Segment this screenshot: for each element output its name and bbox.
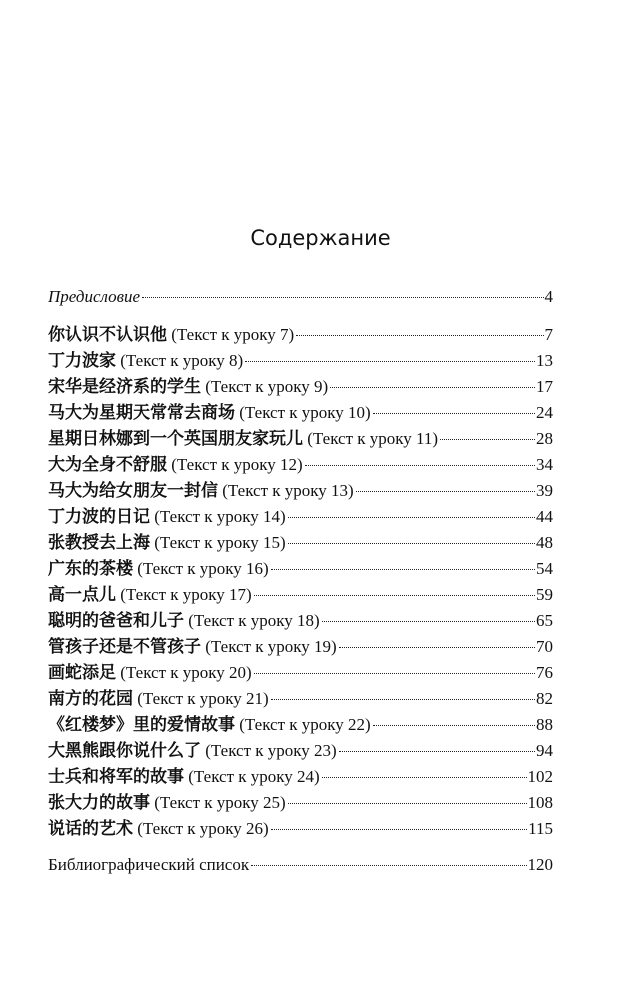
- dot-leader: [296, 335, 543, 336]
- toc-entry-page: 76: [536, 663, 553, 682]
- dot-leader: [245, 361, 535, 362]
- dot-leader: [322, 621, 535, 622]
- toc-entry-title-chinese: 星期日林娜到一个英国朋友家玩儿: [48, 429, 303, 449]
- toc-entry-title: [48, 376, 328, 398]
- toc-entry-title-chinese: 马大为星期天常常去商场: [48, 403, 235, 423]
- dot-leader: [330, 387, 535, 388]
- page-title: Содержание: [250, 226, 391, 250]
- toc-entry-title: [48, 506, 286, 528]
- toc-entry-title-chinese: 管孩子还是不管孩子: [48, 637, 201, 657]
- toc-entry-page: 17: [536, 377, 553, 396]
- toc-entry-page: 88: [536, 715, 553, 734]
- toc-entry-title-russian: (Текст к уроку 23): [201, 741, 337, 760]
- toc-entry-title-chinese: 张教授去上海: [48, 533, 150, 553]
- toc-entry-page: 54: [536, 559, 553, 578]
- toc-entry: [48, 454, 553, 476]
- toc-entry-title-chinese: 宋华是经济系的学生: [48, 377, 201, 397]
- toc-entry-title: [48, 532, 286, 554]
- dot-leader: [339, 647, 535, 648]
- toc-entry-title-russian: (Текст к уроку 9): [201, 377, 329, 396]
- dot-leader: [271, 829, 527, 830]
- toc-entry-page: 120: [527, 855, 553, 874]
- toc-entry-title-chinese: 《红楼梦》里的爱情故事: [48, 715, 235, 735]
- toc-entry-title-russian: (Текст к уроку 22): [235, 715, 371, 734]
- toc-entry: [48, 376, 553, 398]
- dot-leader: [254, 595, 535, 596]
- toc-entry-title-russian: (Текст к уроку 13): [218, 481, 354, 500]
- toc-entry-title: [48, 480, 354, 502]
- dot-leader: [271, 699, 535, 700]
- toc-entry-title: [48, 610, 320, 632]
- toc-entry-title-russian: (Текст к уроку 10): [235, 403, 371, 422]
- toc-entry: [48, 350, 553, 372]
- toc-entry-title-russian: (Текст к уроку 8): [116, 351, 244, 370]
- dot-leader: [288, 803, 527, 804]
- toc-entry: [48, 428, 553, 450]
- toc-entry-title-russian: (Текст к уроку 12): [167, 455, 303, 474]
- toc-entry-page: 34: [536, 455, 553, 474]
- toc-entry-title: [48, 766, 320, 788]
- toc-entry-page: 102: [527, 767, 553, 786]
- dot-leader: [305, 465, 535, 466]
- toc-entry-title-chinese: 高一点儿: [48, 585, 116, 605]
- toc-entry-page: 59: [536, 585, 553, 604]
- toc-entry-page: 39: [536, 481, 553, 500]
- toc-entry-title-chinese: 聪明的爸爸和儿子: [48, 611, 184, 631]
- toc-entry-title-russian: (Текст к уроку 20): [116, 663, 252, 682]
- toc-entry-title-chinese: 大黑熊跟你说什么了: [48, 741, 201, 761]
- toc-entry-title-chinese: 丁力波家: [48, 351, 116, 371]
- toc-entry: [48, 402, 553, 424]
- dot-leader: [142, 297, 543, 298]
- toc-entry: [48, 740, 553, 762]
- toc-entry-title-chinese: 大为全身不舒服: [48, 455, 167, 475]
- toc-entry: [48, 662, 553, 684]
- dot-leader: [271, 569, 535, 570]
- toc-entry-title-chinese: 你认识不认识他: [48, 325, 167, 345]
- toc-entry: [48, 558, 553, 580]
- dot-leader: [251, 865, 526, 866]
- toc-entry: [48, 532, 553, 554]
- toc-entry-title-chinese: 丁力波的日记: [48, 507, 150, 527]
- toc-entry-preface: [48, 286, 553, 308]
- toc-entry: [48, 688, 553, 710]
- toc-entry-title-chinese: 广东的茶楼: [48, 559, 133, 579]
- dot-leader: [356, 491, 535, 492]
- toc-entry-page: 108: [527, 793, 553, 812]
- toc-entry-page: 94: [536, 741, 553, 760]
- toc-entry-title-chinese: 画蛇添足: [48, 663, 116, 683]
- toc-entry-title-russian: (Текст к уроку 25): [150, 793, 286, 812]
- toc-entry-title: [48, 558, 269, 580]
- toc-entry-page: 7: [544, 325, 553, 344]
- toc-entry: [48, 792, 553, 814]
- dot-leader: [440, 439, 535, 440]
- toc-entry-title-russian: (Текст к уроку 26): [133, 819, 269, 838]
- toc-entry-title: [48, 324, 294, 346]
- toc-entry-title-russian: (Текст к уроку 18): [184, 611, 320, 630]
- toc-entry-title: [48, 584, 252, 606]
- toc-entry-page: 65: [536, 611, 553, 630]
- toc-entry-bibliography: [48, 854, 553, 876]
- toc-entry-title-chinese: 说话的艺术: [48, 819, 133, 839]
- toc-entry-title-russian: (Текст к уроку 7): [167, 325, 295, 344]
- toc-entry-title-russian: (Текст к уроку 17): [116, 585, 252, 604]
- toc-entry-title: [48, 688, 269, 710]
- toc-entry-title-russian: (Текст к уроку 21): [133, 689, 269, 708]
- toc-entry: [48, 714, 553, 736]
- toc-entry-page: 4: [544, 287, 553, 306]
- toc-entry-title-russian: (Текст к уроку 14): [150, 507, 286, 526]
- toc-entry: [48, 818, 553, 840]
- dot-leader: [288, 517, 535, 518]
- toc-entry-title: [48, 402, 371, 424]
- toc-entry-title: [48, 714, 371, 736]
- toc-entry-title-chinese: 南方的花园: [48, 689, 133, 709]
- toc-entry-title-russian: (Текст к уроку 15): [150, 533, 286, 552]
- toc-entry-title-chinese: 张大力的故事: [48, 793, 150, 813]
- toc-entry: [48, 610, 553, 632]
- toc-entry-page: 24: [536, 403, 553, 422]
- toc-entry-title: [48, 662, 252, 684]
- toc-entry-title: [48, 636, 337, 658]
- toc-entry-page: 115: [528, 819, 553, 838]
- dot-leader: [339, 751, 535, 752]
- toc-entry-page: 13: [536, 351, 553, 370]
- toc-entry-title: Предисловие: [48, 287, 141, 306]
- toc-entry-title-russian: (Текст к уроку 19): [201, 637, 337, 656]
- toc-entry-page: 70: [536, 637, 553, 656]
- toc-entry: [48, 766, 553, 788]
- toc-entry-page: 82: [536, 689, 553, 708]
- dot-leader: [288, 543, 535, 544]
- toc-entry-title: [48, 792, 286, 814]
- toc-entry-title-chinese: 马大为给女朋友一封信: [48, 481, 218, 501]
- toc-entry-title-russian: (Текст к уроку 11): [303, 429, 439, 448]
- toc-entry-title: Библиографический список: [48, 855, 250, 874]
- toc-entry-title: [48, 428, 438, 450]
- toc-entry: [48, 480, 553, 502]
- dot-leader: [373, 725, 535, 726]
- dot-leader: [322, 777, 527, 778]
- toc-entry-title-russian: (Текст к уроку 16): [133, 559, 269, 578]
- toc-entry-page: 44: [536, 507, 553, 526]
- toc-entry-title: [48, 740, 337, 762]
- toc-entry-title-russian: (Текст к уроку 24): [184, 767, 320, 786]
- dot-leader: [254, 673, 535, 674]
- toc-entry-title: [48, 454, 303, 476]
- toc-entry: [48, 584, 553, 606]
- toc-entry-page: 28: [536, 429, 553, 448]
- toc-entry: [48, 324, 553, 346]
- toc-entry-title: [48, 818, 269, 840]
- toc-entry-title-chinese: 士兵和将军的故事: [48, 767, 184, 787]
- dot-leader: [373, 413, 535, 414]
- toc-entry: [48, 636, 553, 658]
- toc-entry: [48, 506, 553, 528]
- toc-entry-page: 48: [536, 533, 553, 552]
- toc-entry-title: [48, 350, 243, 372]
